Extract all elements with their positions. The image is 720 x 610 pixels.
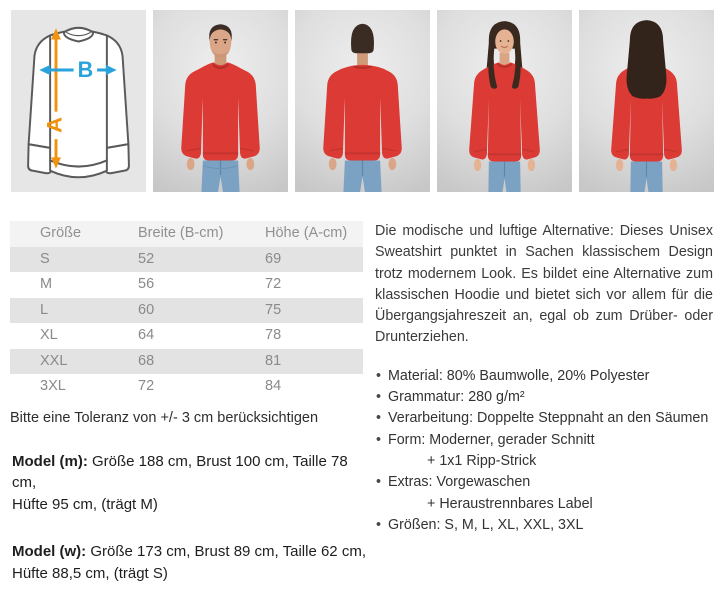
feature-text: Form: Moderner, gerader Schnitt xyxy=(388,431,595,448)
feature-text: Material: 80% Baumwolle, 20% Polyester xyxy=(388,367,650,384)
size-cell-height: 69 xyxy=(265,250,282,267)
size-table-header-cell: Größe xyxy=(40,225,82,241)
product-photo-female-back[interactable] xyxy=(579,10,714,192)
size-diagram-image[interactable] xyxy=(11,10,146,192)
product-photo-male-back[interactable] xyxy=(295,10,430,192)
model-label: Model (w): xyxy=(12,543,87,560)
feature-item xyxy=(375,408,713,429)
size-table-header-row xyxy=(10,221,363,247)
size-table xyxy=(10,221,363,400)
model-measurements xyxy=(12,451,370,516)
description-column xyxy=(375,221,713,610)
product-info-section xyxy=(0,221,720,610)
size-cell-height: 81 xyxy=(265,352,282,369)
model-measurements-line1: Größe 188 cm, Brust 100 cm, Taille 78 cm, xyxy=(12,452,348,491)
feature-item xyxy=(375,366,713,387)
size-table-row xyxy=(10,349,363,375)
size-cell-height: 75 xyxy=(265,301,282,318)
feature-item xyxy=(375,472,713,493)
size-table-header-cell: Höhe (A-cm) xyxy=(265,225,348,241)
size-table-row xyxy=(10,374,363,400)
feature-item xyxy=(375,451,713,472)
height-label: A xyxy=(42,116,67,133)
feature-text: Größen: S, M, L, XL, XXL, 3XL xyxy=(388,516,584,533)
size-cell-label: S xyxy=(40,250,50,267)
size-cell-height: 72 xyxy=(265,276,282,292)
product-photo-female-front[interactable] xyxy=(437,10,572,192)
size-table-header-cell: Breite (B-cm) xyxy=(138,225,224,241)
feature-list xyxy=(375,366,713,536)
sweatshirt-outline-drawing xyxy=(28,28,129,177)
model-label: Model (m): xyxy=(12,452,88,470)
size-cell-width: 72 xyxy=(138,378,155,394)
feature-text: + Heraustrennbares Label xyxy=(427,495,593,512)
size-cell-label: 3XL xyxy=(40,378,66,394)
size-cell-height: 84 xyxy=(265,378,282,394)
red-sweatshirt xyxy=(469,62,540,161)
product-image-gallery xyxy=(0,0,720,192)
size-table-row xyxy=(10,272,363,298)
red-sweatshirt xyxy=(181,62,260,160)
feature-text: Verarbeitung: Doppelte Steppnaht an den Säumen xyxy=(388,410,709,427)
feature-text: + 1x1 Ripp-Strick xyxy=(427,452,537,469)
feature-item xyxy=(375,387,713,408)
size-info-column xyxy=(10,221,366,610)
model-measurements-list xyxy=(10,451,370,585)
size-cell-width: 68 xyxy=(138,352,155,369)
red-sweatshirt xyxy=(323,65,402,161)
sweatshirt-measurement-diagram xyxy=(11,10,146,192)
male-front-figure xyxy=(153,10,288,192)
tolerance-note: Bitte eine Toleranz von +/- 3 cm berücksichtigen xyxy=(10,409,319,426)
female-back-figure xyxy=(579,10,714,192)
model-measurements-line2: Hüfte 95 cm, (trägt M) xyxy=(12,495,158,513)
size-cell-width: 60 xyxy=(138,301,155,318)
product-photo-male-front[interactable] xyxy=(153,10,288,192)
size-cell-width: 56 xyxy=(138,276,155,292)
size-cell-label: L xyxy=(40,301,49,318)
feature-text: Grammatur: 280 g/m² xyxy=(388,389,525,406)
size-cell-label: M xyxy=(40,276,53,292)
feature-item xyxy=(375,494,713,515)
size-table-row xyxy=(10,323,363,349)
male-back-figure xyxy=(295,10,430,192)
product-description: Die modische und luftige Alternative: Dieses Unisex Sweatshirt punktet in Sachen klassischem Design trotz modernem Look. Es bildet eine Alternative zum klassischen Hoodie und bietet sich vor allem für die Übergangsjahreszeit an, egal ob zum Drüber- oder Drunterziehen. xyxy=(375,223,713,346)
size-table-row xyxy=(10,298,363,324)
model-measurements-line1: Größe 173 cm, Brust 89 cm, Taille 62 cm, xyxy=(90,543,366,560)
feature-text: Extras: Vorgewaschen xyxy=(388,474,531,491)
feature-item xyxy=(375,430,713,451)
size-table-row xyxy=(10,247,363,273)
model-measurements xyxy=(12,541,370,584)
width-label: B xyxy=(77,56,94,83)
size-cell-height: 78 xyxy=(265,327,282,343)
feature-item xyxy=(375,515,713,536)
model-measurements-line2: Hüfte 88,5 cm, (trägt S) xyxy=(12,564,168,582)
size-cell-width: 52 xyxy=(138,250,155,267)
size-cell-width: 64 xyxy=(138,327,155,343)
size-cell-label: XL xyxy=(40,327,58,343)
size-cell-label: XXL xyxy=(40,352,68,369)
female-front-figure xyxy=(437,10,572,192)
